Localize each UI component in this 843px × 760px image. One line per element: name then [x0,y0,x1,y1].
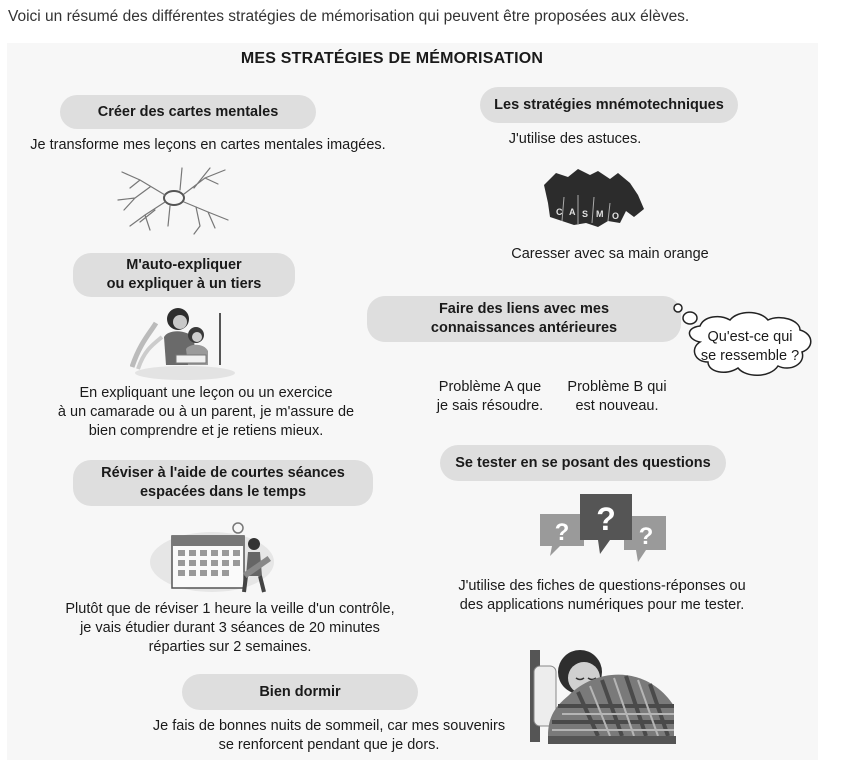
problem-a: Problème A que je sais résoudre. [436,379,544,414]
map-letter-c: C [556,207,563,217]
heading-links: Faire des liens avec mes connaissances antérieures [367,296,681,342]
map-letter-a: A [569,207,576,217]
question-bubbles-illustration [536,492,668,570]
heading-self-explain: M'auto-expliquer ou expliquer à un tiers [73,253,295,297]
bubble-text: Qu'est-ce qui se ressemble ? [700,329,800,364]
text-self-explain: En expliquant une leçon ou un exercice à un camarade ou à un parent, je m'assure de bien comprendre et je retiens mieux. [57,385,355,439]
intro-text: Voici un résumé des différentes stratégies de mémorisation qui peuvent être proposées aux élèves. [8,8,690,25]
calendar-illustration [142,514,282,594]
map-letter-m: M [596,209,604,219]
caption-mnemonics: Caresser avec sa main orange [511,246,709,262]
text-mnemonics: J'utilise des astuces. [508,131,642,147]
map-letter-o: O [612,211,620,221]
mind-map-illustration [110,160,240,235]
panel-title: MES STRATÉGIES DE MÉMORISATION [240,50,544,67]
question-mark-center: ? [596,501,616,537]
canada-map-illustration [538,165,648,233]
question-mark-left: ? [554,519,570,546]
heading-sleep: Bien dormir [182,674,418,710]
text-spaced-review: Plutôt que de réviser 1 heure la veille d'un contrôle, je vais étudier durant 3 séances de 20 minutes réparties sur 2 semaines. [65,601,395,655]
text-self-test: J'utilise des fiches de questions-réponses ou des applications numériques pour me tester. [458,578,746,613]
text-sleep: Je fais de bonnes nuits de sommeil, car mes souvenirs se renforcent pendant que je dors. [152,718,506,753]
map-letter-s: S [582,209,589,219]
text-mind-maps: Je transforme mes leçons en cartes mentales imagées. [30,137,386,153]
heading-spaced-review: Réviser à l'aide de courtes séances espacées dans le temps [73,460,373,506]
heading-mind-maps: Créer des cartes mentales [60,95,316,129]
heading-self-test: Se tester en se posant des questions [440,445,726,481]
question-mark-right: ? [638,523,654,550]
problem-b: Problème B qui est nouveau. [567,379,667,414]
heading-mnemonics: Les stratégies mnémotechniques [480,87,738,123]
parent-child-illustration [130,303,240,381]
sleeping-child-illustration [528,636,678,746]
